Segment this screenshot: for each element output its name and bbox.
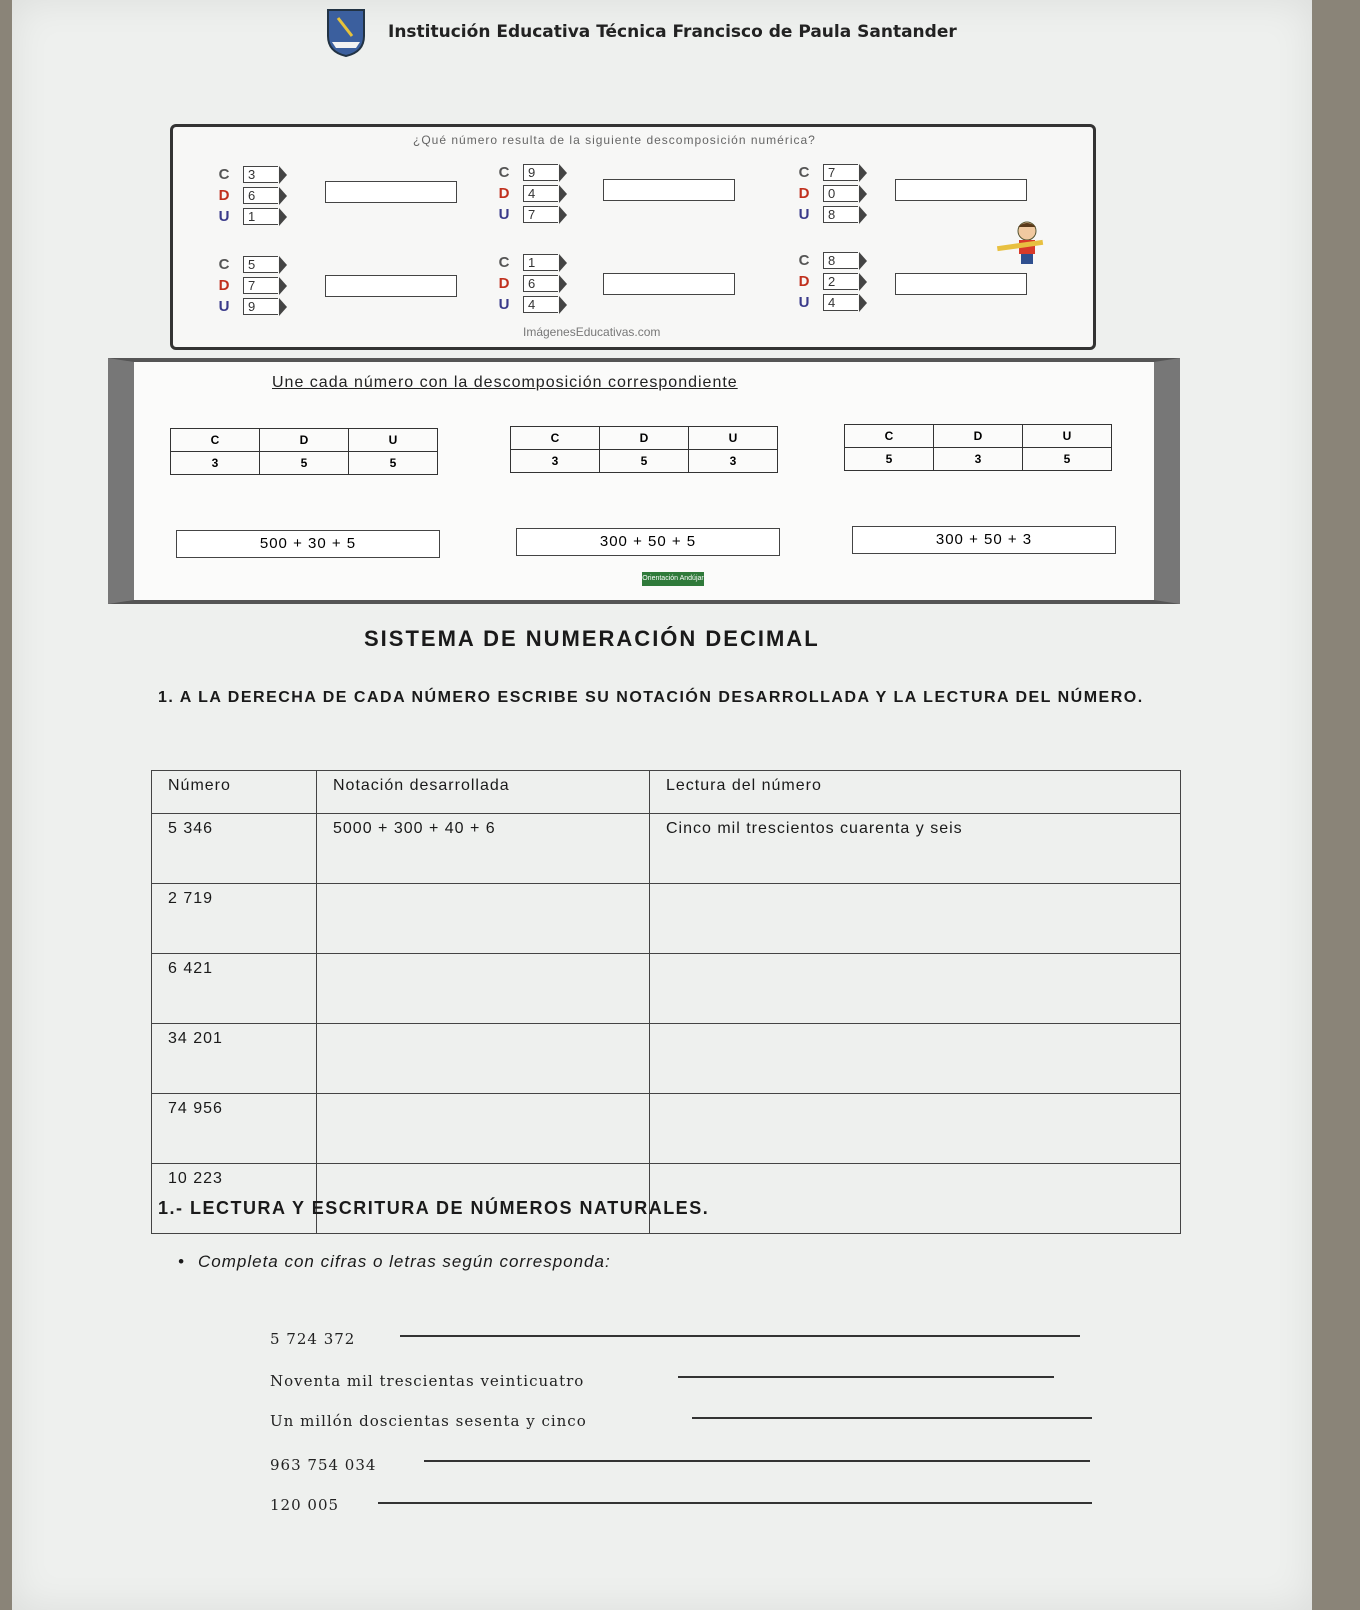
subsection-title: 1.- LECTURA Y ESCRITURA DE NÚMEROS NATURALES. bbox=[158, 1198, 710, 1218]
sum-box: 500 + 30 + 5 bbox=[176, 530, 440, 558]
school-name: Institución Educativa Técnica Francisco de Paula Santander bbox=[388, 22, 957, 42]
numbers-table bbox=[151, 770, 1181, 1234]
worksheet-page bbox=[12, 0, 1312, 1610]
answer-line[interactable] bbox=[692, 1417, 1092, 1419]
item-text: Noventa mil trescientas veinticuatro bbox=[270, 1372, 585, 1390]
decomposition-group: C 8 D 2 U 4 bbox=[793, 251, 858, 314]
header-numero: Número bbox=[152, 771, 317, 814]
answer-line[interactable] bbox=[378, 1502, 1092, 1504]
answer-box[interactable] bbox=[603, 179, 735, 201]
decomposition-box bbox=[170, 124, 1096, 350]
cdu-table: C D U 5 3 5 bbox=[844, 424, 1112, 471]
sum-box: 300 + 50 + 3 bbox=[852, 526, 1116, 554]
matching-title: Une cada número con la descomposición correspondiente bbox=[272, 374, 738, 391]
cdu-table: C D U 3 5 5 bbox=[170, 428, 438, 475]
answer-line[interactable] bbox=[400, 1335, 1080, 1337]
section-title: SISTEMA DE NUMERACIÓN DECIMAL bbox=[364, 626, 820, 651]
decomposition-group: C 5 D 7 U 9 bbox=[213, 255, 278, 318]
item-text: 963 754 034 bbox=[270, 1456, 377, 1474]
boy-with-pencil-illustration bbox=[993, 219, 1053, 265]
item-text: Un millón doscientas sesenta y cinco bbox=[270, 1412, 587, 1430]
table-row: 10 223 bbox=[152, 1164, 1181, 1234]
header-notacion: Notación desarrollada bbox=[317, 771, 650, 814]
item-text: 5 724 372 bbox=[270, 1330, 356, 1348]
answer-box[interactable] bbox=[325, 275, 457, 297]
decomposition-question: ¿Qué número resulta de la siguiente descomposición numérica? bbox=[413, 133, 816, 147]
answer-line[interactable] bbox=[678, 1376, 1054, 1378]
decomposition-group: C 3 D 6 U 1 bbox=[213, 165, 278, 228]
table-row: 74 956 bbox=[152, 1094, 1181, 1164]
item-text: 120 005 bbox=[270, 1496, 340, 1514]
answer-box[interactable] bbox=[895, 179, 1027, 201]
decomposition-group: C 9 D 4 U 7 bbox=[493, 163, 558, 226]
sum-box: 300 + 50 + 5 bbox=[516, 528, 780, 556]
school-header bbox=[322, 6, 957, 58]
decomposition-group: C 7 D 0 U 8 bbox=[793, 163, 858, 226]
image-credit: ImágenesEducativas.com bbox=[523, 325, 661, 339]
school-logo bbox=[322, 6, 370, 58]
table-row: 2 719 bbox=[152, 884, 1181, 954]
answer-box[interactable] bbox=[603, 273, 735, 295]
cdu-table: C D U 3 5 3 bbox=[510, 426, 778, 473]
table-header-row bbox=[152, 771, 1181, 814]
matching-box bbox=[108, 358, 1180, 604]
answer-line[interactable] bbox=[424, 1460, 1090, 1462]
bullet-instruction: • Completa con cifras o letras según corresponda: bbox=[198, 1252, 611, 1272]
header-lectura: Lectura del número bbox=[650, 771, 1181, 814]
instruction-text: 1. A LA DERECHA DE CADA NÚMERO ESCRIBE SU NOTACIÓN DESARROLLADA Y LA LECTURA DEL NÚMERO. bbox=[158, 689, 1144, 706]
orientacion-badge: Orientación Andújar bbox=[642, 572, 704, 586]
table-row: 34 201 bbox=[152, 1024, 1181, 1094]
answer-box[interactable] bbox=[895, 273, 1027, 295]
decomposition-group: C 1 D 6 U 4 bbox=[493, 253, 558, 316]
table-row: 6 421 bbox=[152, 954, 1181, 1024]
answer-box[interactable] bbox=[325, 181, 457, 203]
table-row: 5 346 5000 + 300 + 40 + 6 Cinco mil trescientos cuarenta y seis bbox=[152, 814, 1181, 884]
